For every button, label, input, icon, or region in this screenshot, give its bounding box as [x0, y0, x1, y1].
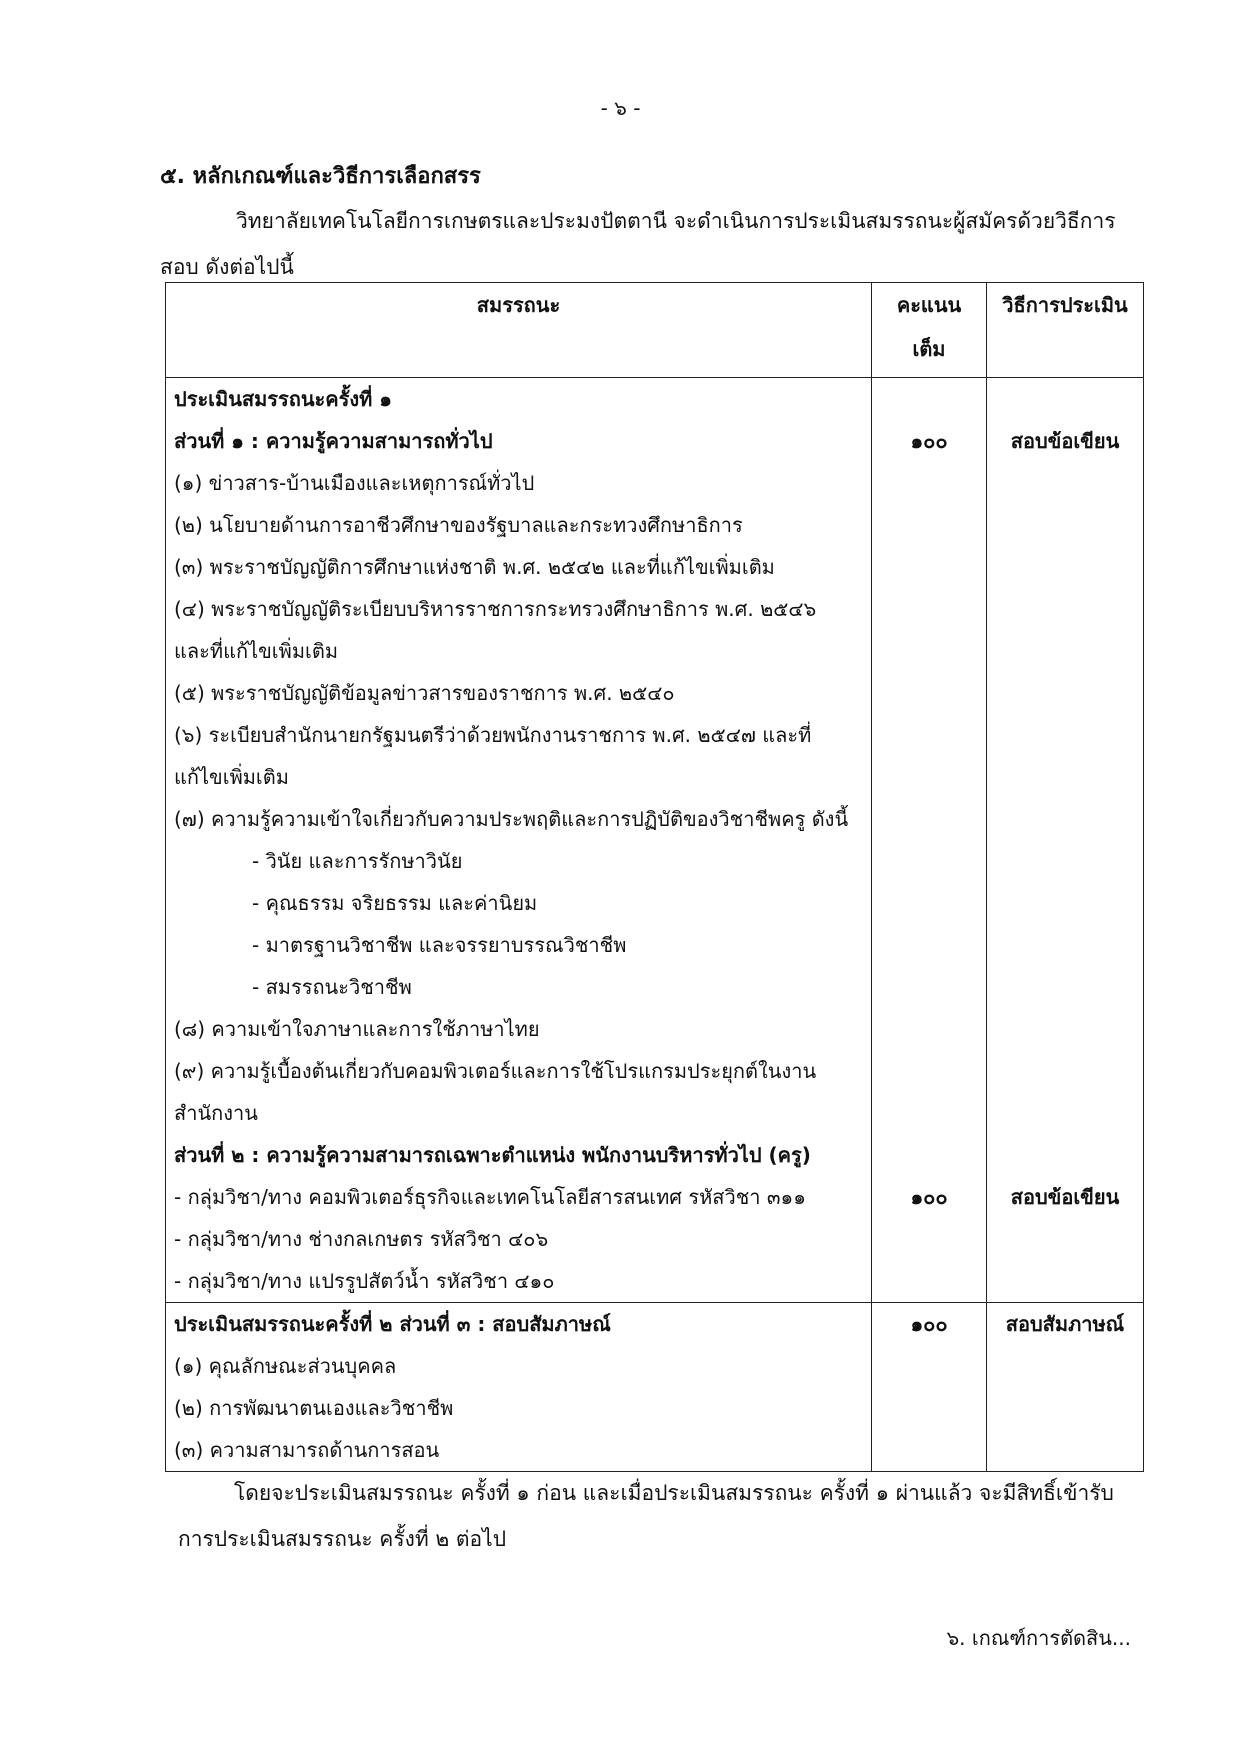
- list-item: (๗) ความรู้ความเข้าใจเกี่ยวกับความประพฤติและการปฏิบัติของวิชาชีพครู ดังนี้: [174, 807, 849, 831]
- block2-method: สอบสัมภาษณ์: [1005, 1312, 1125, 1336]
- header-score-line-1: คะแนน: [896, 293, 962, 317]
- block2-method-cell: [987, 1303, 1144, 1472]
- block2-competency-cell: [166, 1303, 872, 1472]
- list-item: (๕) พระราชบัญญัติข้อมูลข่าวสารของราชการ พ.ศ. ๒๕๔๐: [174, 681, 675, 705]
- continuation-footer: ๖. เกณฑ์การตัดสิน...: [946, 1626, 1131, 1650]
- list-item: (๔) พระราชบัญญัติระเบียบบริหารราชการกระทรวงศึกษาธิการ พ.ศ. ๒๕๔๖: [174, 597, 817, 621]
- header-full-score: [872, 283, 987, 378]
- intro-line-2: สอบ ดังต่อไปนี้: [160, 255, 294, 279]
- closing-paragraph: [178, 1470, 1138, 1562]
- closing-line-1: โดยจะประเมินสมรรถนะ ครั้งที่ ๑ ก่อน และเมื่อประเมินสมรรถนะ ครั้งที่ ๑ ผ่านแล้ว จะมีสิทธิ์เข้ารับ: [234, 1481, 1114, 1505]
- block1-competency-cell: [166, 378, 872, 1303]
- list-item: (๖) ระเบียบสำนักนายกรัฐมนตรีว่าด้วยพนักงานราชการ พ.ศ. ๒๕๔๗ และที่: [174, 723, 812, 747]
- competency-table: [165, 282, 1144, 1472]
- list-item: (๘) ความเข้าใจภาษาและการใช้ภาษาไทย: [174, 1017, 540, 1041]
- list-item: (๒) นโยบายด้านการอาชีวศึกษาของรัฐบาลและกระทวงศึกษาธิการ: [174, 513, 743, 537]
- header-method: วิธีการประเมิน: [987, 283, 1144, 378]
- table-header-row: [166, 283, 1144, 378]
- list-item: (๙) ความรู้เบื้องต้นเกี่ยวกับคอมพิวเตอร์และการใช้โปรแกรมประยุกต์ในงาน: [174, 1059, 817, 1083]
- part1-title: ส่วนที่ ๑ : ความรู้ความสามารถทั่วไป: [174, 429, 493, 453]
- block2-score: ๑๐๐: [910, 1312, 948, 1336]
- list-item: (๓) ความสามารถด้านการสอน: [174, 1438, 440, 1462]
- block1-method-cell: [987, 378, 1144, 1303]
- list-item: - กลุ่มวิชา/ทาง ช่างกลเกษตร รหัสวิชา ๔๐๖: [174, 1227, 549, 1251]
- intro-paragraph: [160, 198, 1140, 290]
- spacer: [995, 462, 1135, 1176]
- part1-score: ๑๐๐: [910, 429, 948, 453]
- list-item: (๒) การพัฒนาตนเองและวิชาชีพ: [174, 1396, 454, 1420]
- list-item: (๑) คุณลักษณะส่วนบุคคล: [174, 1354, 397, 1378]
- sub-list-item: - คุณธรรม จริยธรรม และค่านิยม: [252, 891, 538, 915]
- part2-score: ๑๐๐: [910, 1185, 948, 1209]
- intro-line-1: วิทยาลัยเทคโนโลยีการเกษตรและประมงปัตตานี จะดำเนินการประเมินสมรรถนะผู้สมัครด้วยวิธีการ: [236, 209, 1116, 233]
- sub-list-item: - สมรรถนะวิชาชีพ: [252, 975, 412, 999]
- closing-line-2: การประเมินสมรรถนะ ครั้งที่ ๒ ต่อไป: [178, 1527, 507, 1551]
- table-row: [166, 378, 1144, 1303]
- list-item: - กลุ่มวิชา/ทาง คอมพิวเตอร์ธุรกิจและเทคโนโลยีสารสนเทศ รหัสวิชา ๓๑๑: [174, 1185, 806, 1209]
- block2-title: ประเมินสมรรถนะครั้งที่ ๒ ส่วนที่ ๓ : สอบสัมภาษณ์: [174, 1312, 611, 1336]
- table-row: [166, 1303, 1144, 1472]
- page-number: - ๖ -: [600, 96, 641, 120]
- part1-method: สอบข้อเขียน: [1010, 429, 1120, 453]
- list-item: (๑) ข่าวสาร-บ้านเมืองและเหตุการณ์ทั่วไป: [174, 471, 535, 495]
- block2-score-cell: [872, 1303, 987, 1472]
- header-competency: สมรรถนะ: [166, 283, 872, 378]
- sub-list-item: - วินัย และการรักษาวินัย: [252, 849, 463, 873]
- list-item: และที่แก้ไขเพิ่มเติม: [174, 639, 339, 663]
- list-item: สำนักงาน: [174, 1101, 258, 1125]
- block1-score-cell: [872, 378, 987, 1303]
- spacer: [880, 462, 978, 1176]
- block1-title: ประเมินสมรรถนะครั้งที่ ๑: [174, 387, 392, 411]
- list-item: - กลุ่มวิชา/ทาง แปรรูปสัตว์น้ำ รหัสวิชา ๔๑๐: [174, 1269, 555, 1293]
- section-heading: ๕. หลักเกณฑ์และวิธีการเลือกสรร: [160, 164, 481, 189]
- part2-method: สอบข้อเขียน: [1010, 1185, 1120, 1209]
- sub-list-item: - มาตรฐานวิชาชีพ และจรรยาบรรณวิชาชีพ: [252, 933, 627, 957]
- list-item: (๓) พระราชบัญญัติการศึกษาแห่งชาติ พ.ศ. ๒๕๔๒ และที่แก้ไขเพิ่มเติม: [174, 555, 775, 579]
- header-score-line-2: เต็ม: [912, 337, 946, 361]
- part2-title: ส่วนที่ ๒ : ความรู้ความสามารถเฉพาะตำแหน่ง พนักงานบริหารทั่วไป (ครู): [174, 1143, 811, 1167]
- spacer: [880, 378, 978, 420]
- spacer: [995, 378, 1135, 420]
- list-item: แก้ไขเพิ่มเติม: [174, 765, 289, 789]
